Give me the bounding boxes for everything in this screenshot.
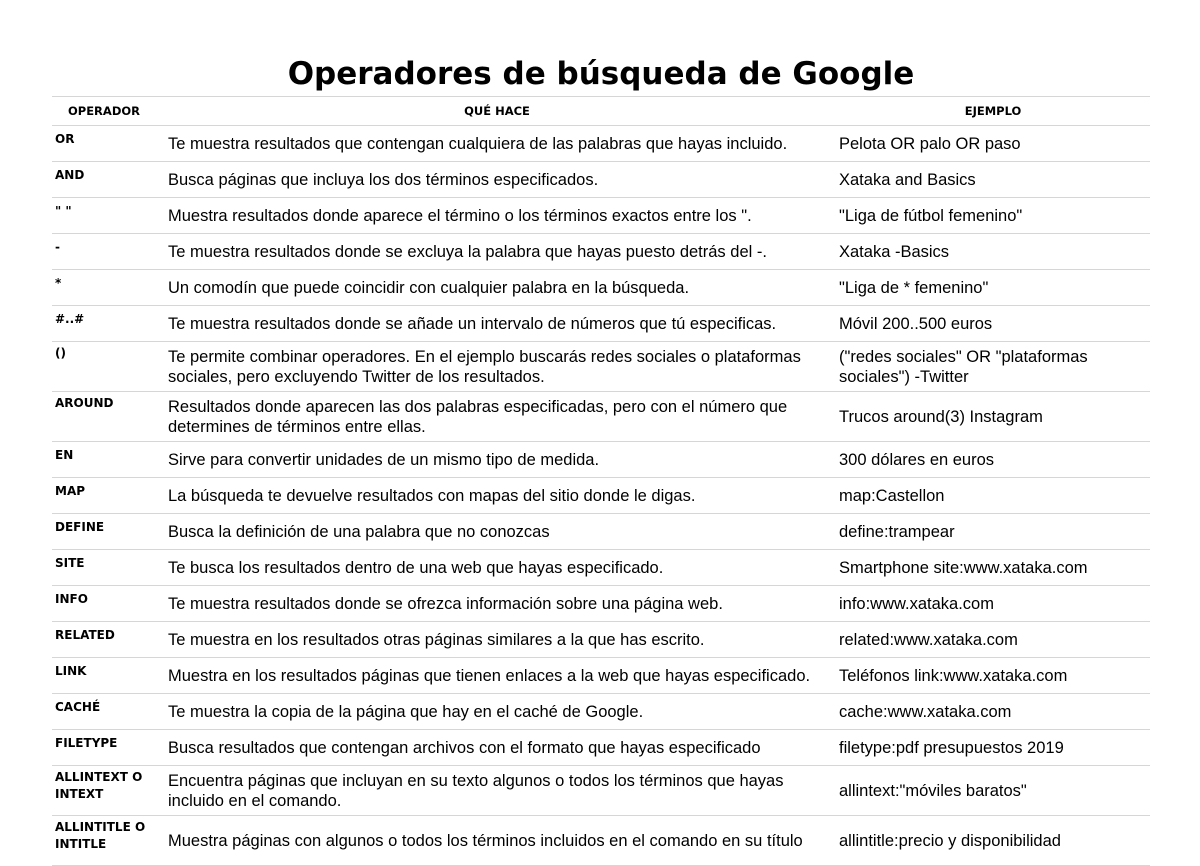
table-row <box>52 586 1150 622</box>
operator-cell: () <box>52 342 158 392</box>
table-row <box>52 342 1150 392</box>
example-cell: Trucos around(3) Instagram <box>836 392 1150 442</box>
operator-cell: LINK <box>52 658 158 694</box>
operator-cell: - <box>52 234 158 270</box>
operator-cell: RELATED <box>52 622 158 658</box>
table-header-row <box>52 97 1150 126</box>
example-cell: allintitle:precio y disponibilidad <box>836 816 1150 866</box>
table-row <box>52 234 1150 270</box>
table-row <box>52 478 1150 514</box>
column-header-operator: OPERADOR <box>52 97 158 126</box>
example-cell: cache:www.xataka.com <box>836 694 1150 730</box>
example-cell: ("redes sociales" OR "plataformas sociales") -Twitter <box>836 342 1150 392</box>
operator-cell: * <box>52 270 158 306</box>
operator-cell: #..# <box>52 306 158 342</box>
example-cell: Teléfonos link:www.xataka.com <box>836 658 1150 694</box>
table-row <box>52 126 1150 162</box>
description-cell: Te muestra resultados donde se excluya la palabra que hayas puesto detrás del -. <box>158 234 836 270</box>
description-cell: Muestra en los resultados páginas que tienen enlaces a la web que hayas especificado. <box>158 658 836 694</box>
description-cell: Busca resultados que contengan archivos con el formato que hayas especificado <box>158 730 836 766</box>
column-header-what: QUÉ HACE <box>158 97 836 126</box>
description-cell: Muestra resultados donde aparece el término o los términos exactos entre los ". <box>158 198 836 234</box>
table-row <box>52 198 1150 234</box>
table-row <box>52 550 1150 586</box>
example-cell: map:Castellon <box>836 478 1150 514</box>
description-cell: Te busca los resultados dentro de una web que hayas especificado. <box>158 550 836 586</box>
description-cell: Sirve para convertir unidades de un mismo tipo de medida. <box>158 442 836 478</box>
description-cell: Busca páginas que incluya los dos términos especificados. <box>158 162 836 198</box>
example-cell: Pelota OR palo OR paso <box>836 126 1150 162</box>
description-cell: La búsqueda te devuelve resultados con mapas del sitio donde le digas. <box>158 478 836 514</box>
example-cell: Móvil 200..500 euros <box>836 306 1150 342</box>
table-row <box>52 658 1150 694</box>
description-cell: Resultados donde aparecen las dos palabras especificadas, pero con el número que determines de términos entre ellas. <box>158 392 836 442</box>
table-row <box>52 442 1150 478</box>
operator-cell: AND <box>52 162 158 198</box>
description-cell: Te muestra resultados donde se añade un intervalo de números que tú especificas. <box>158 306 836 342</box>
description-cell: Te muestra en los resultados otras páginas similares a la que has escrito. <box>158 622 836 658</box>
operator-cell: OR <box>52 126 158 162</box>
description-cell: Te muestra la copia de la página que hay en el caché de Google. <box>158 694 836 730</box>
description-cell: Un comodín que puede coincidir con cualquier palabra en la búsqueda. <box>158 270 836 306</box>
example-cell: related:www.xataka.com <box>836 622 1150 658</box>
example-cell: allintext:"móviles baratos" <box>836 766 1150 816</box>
description-cell: Encuentra páginas que incluyan en su texto algunos o todos los términos que hayas incluido en el comando. <box>158 766 836 816</box>
example-cell: Xataka -Basics <box>836 234 1150 270</box>
operator-cell: ALLINTITLE O INTITLE <box>52 816 158 866</box>
example-cell: Xataka and Basics <box>836 162 1150 198</box>
table-row <box>52 306 1150 342</box>
operator-cell: CACHÉ <box>52 694 158 730</box>
operator-cell: EN <box>52 442 158 478</box>
operator-cell: SITE <box>52 550 158 586</box>
operator-cell: FILETYPE <box>52 730 158 766</box>
table-row <box>52 514 1150 550</box>
table-row <box>52 622 1150 658</box>
table-row <box>52 816 1150 866</box>
table-row <box>52 162 1150 198</box>
example-cell: define:trampear <box>836 514 1150 550</box>
page-title: Operadores de búsqueda de Google <box>287 56 915 92</box>
example-cell: info:www.xataka.com <box>836 586 1150 622</box>
table-row <box>52 270 1150 306</box>
example-cell: filetype:pdf presupuestos 2019 <box>836 730 1150 766</box>
table-row <box>52 766 1150 816</box>
operators-table <box>52 96 1150 866</box>
example-cell: 300 dólares en euros <box>836 442 1150 478</box>
description-cell: Te muestra resultados que contengan cualquiera de las palabras que hayas incluido. <box>158 126 836 162</box>
example-cell: "Liga de * femenino" <box>836 270 1150 306</box>
description-cell: Muestra páginas con algunos o todos los términos incluidos en el comando en su título <box>158 816 836 866</box>
table-row <box>52 730 1150 766</box>
operator-cell: ALLINTEXT O INTEXT <box>52 766 158 816</box>
description-cell: Te permite combinar operadores. En el ejemplo buscarás redes sociales o plataformas sociales, pero excluyendo Twitter de los resultados. <box>158 342 836 392</box>
example-cell: Smartphone site:www.xataka.com <box>836 550 1150 586</box>
table-row <box>52 694 1150 730</box>
operator-cell: INFO <box>52 586 158 622</box>
example-cell: "Liga de fútbol femenino" <box>836 198 1150 234</box>
document-page <box>52 52 1150 866</box>
operator-cell: DEFINE <box>52 514 158 550</box>
description-cell: Busca la definición de una palabra que no conozcas <box>158 514 836 550</box>
table-row <box>52 392 1150 442</box>
column-header-example: EJEMPLO <box>836 97 1150 126</box>
operator-cell: AROUND <box>52 392 158 442</box>
description-cell: Te muestra resultados donde se ofrezca información sobre una página web. <box>158 586 836 622</box>
operator-cell: MAP <box>52 478 158 514</box>
operator-cell: " " <box>52 198 158 234</box>
